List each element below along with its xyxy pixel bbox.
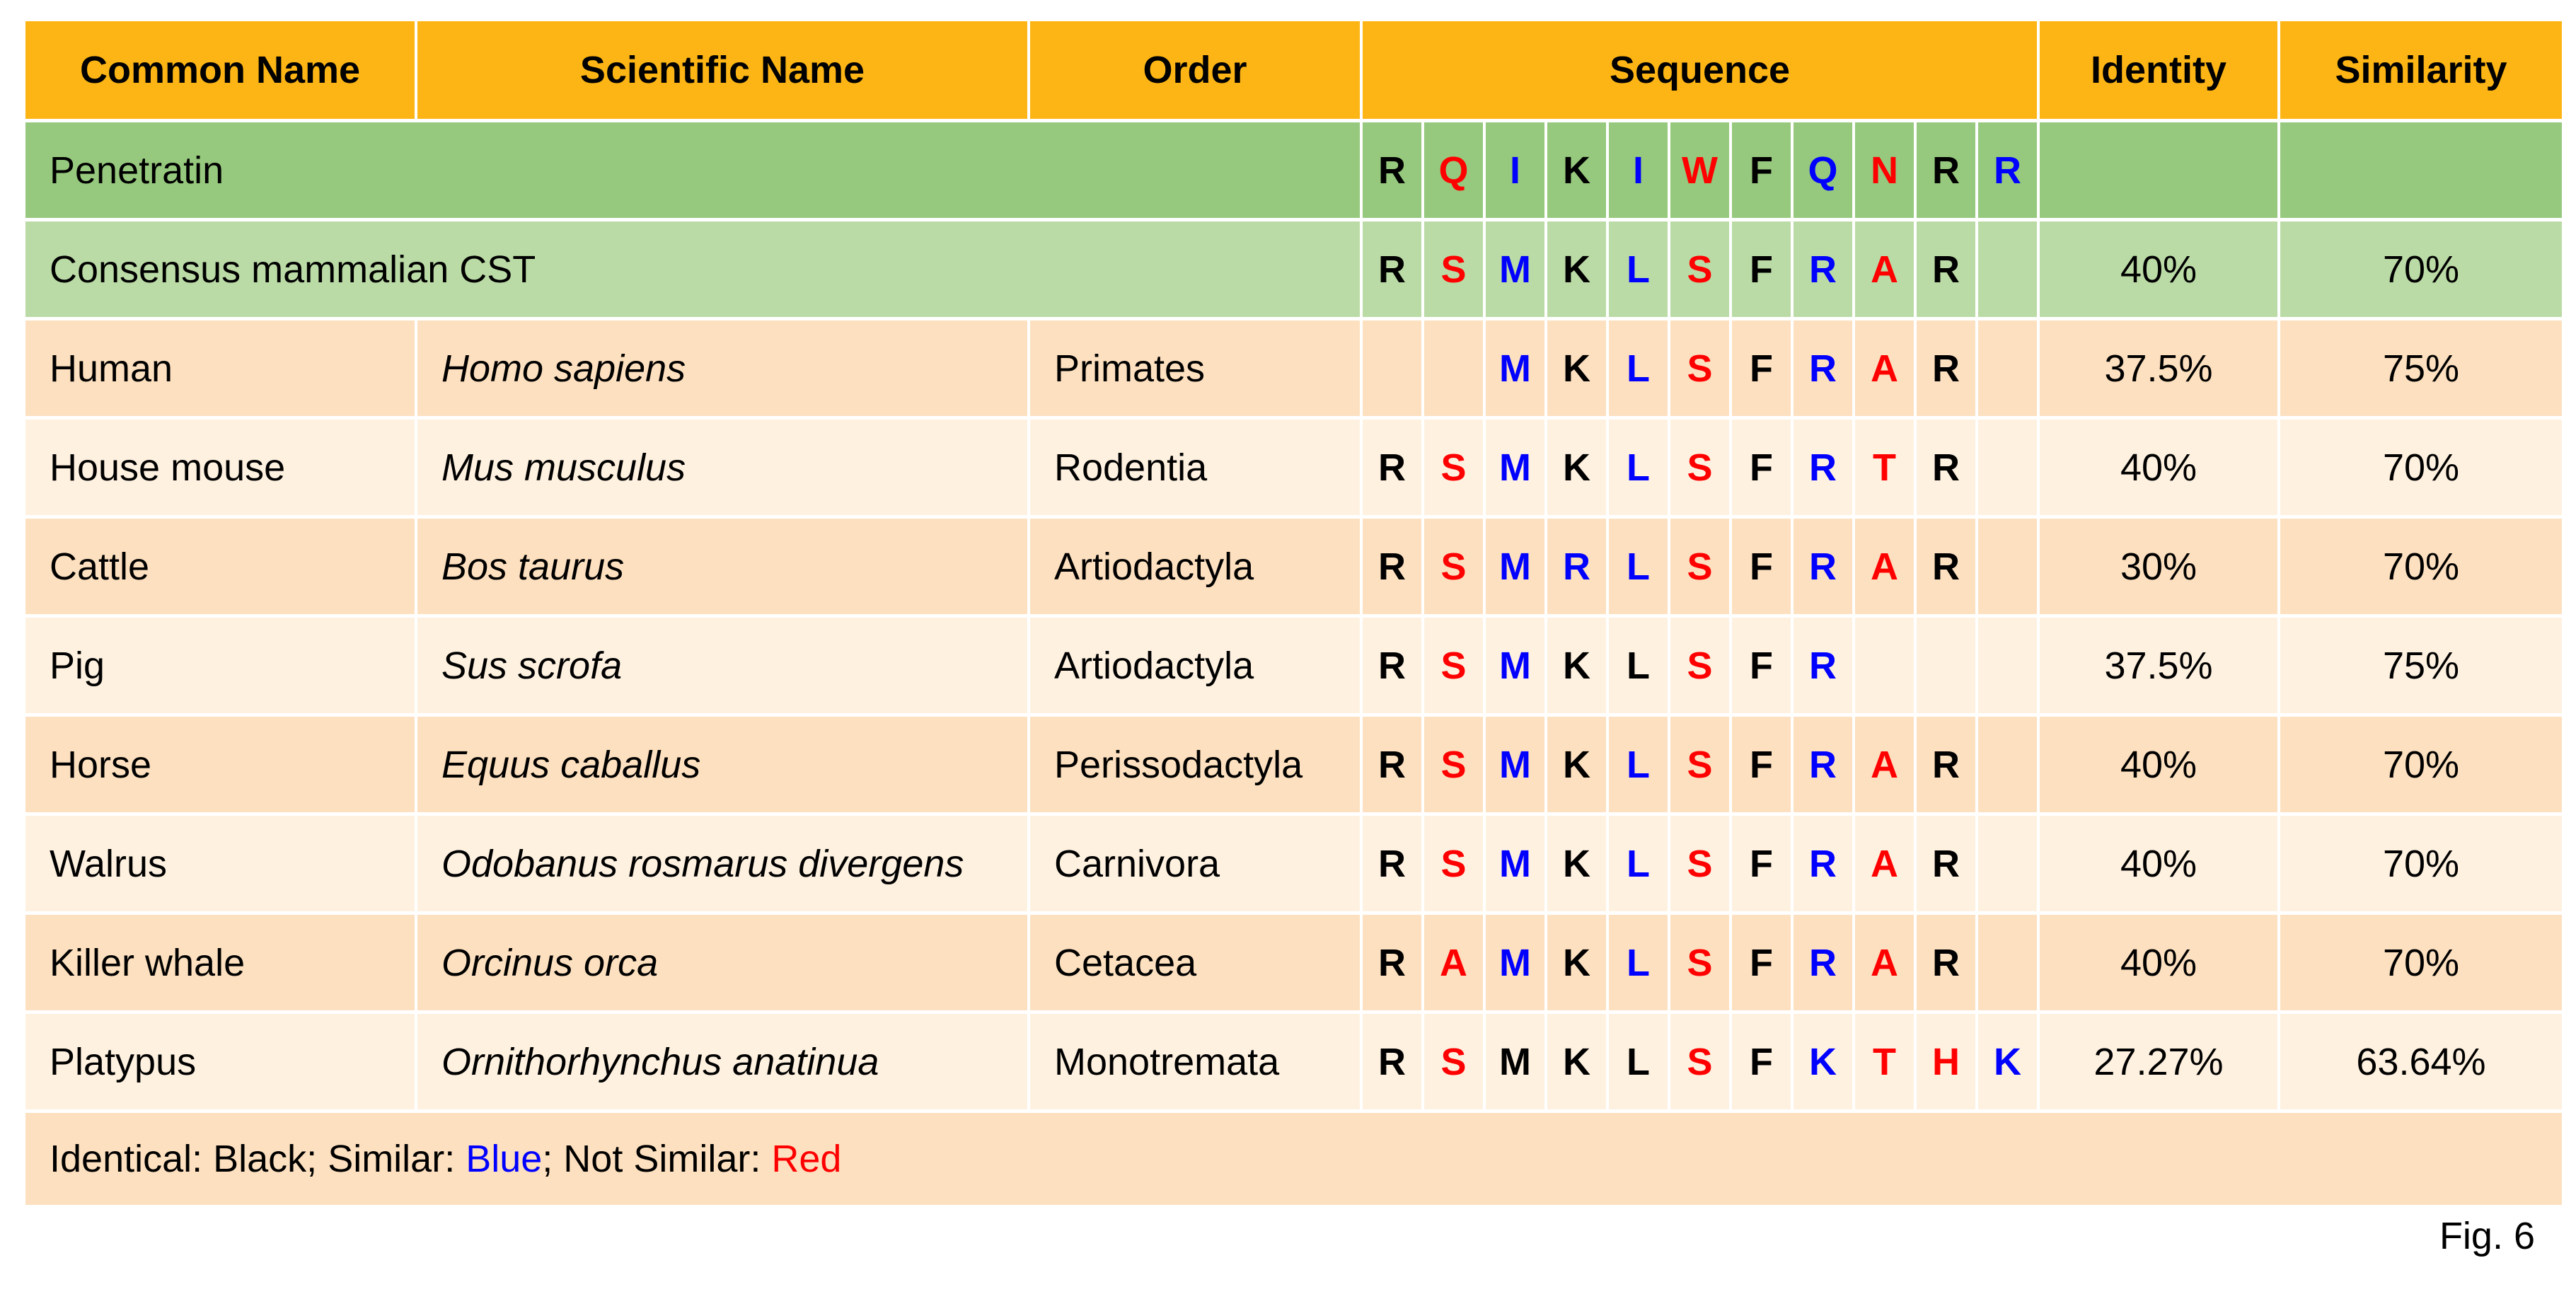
sequence-residue [1978,221,2037,317]
sequence-residue: K [1547,1014,1606,1109]
sequence-residue: L [1609,321,1668,416]
sequence-residue: R [1794,519,1852,614]
identity-cell: 40% [2040,915,2277,1010]
header-order: Order [1030,21,1360,119]
sequence-residue [1978,915,2037,1010]
sequence-residue: R [1917,915,1975,1010]
sequence-residue [1978,420,2037,515]
similarity-cell: 70% [2280,915,2562,1010]
identity-cell: 30% [2040,519,2277,614]
sequence-residue: S [1670,519,1729,614]
scientific-name-cell: Mus musculus [417,420,1027,515]
sequence-residue [1855,618,1914,713]
legend-text: ; Not Similar: [542,1138,772,1180]
sequence-residue: R [1363,618,1421,713]
sequence-residue: A [1855,915,1914,1010]
identity-cell: 40% [2040,816,2277,911]
order-cell: Primates [1030,321,1360,416]
common-name-cell: Cattle [25,519,415,614]
sequence-residue: L [1609,1014,1668,1109]
order-cell: Perissodactyla [1030,717,1360,812]
sequence-residue: R [1794,618,1852,713]
identity-cell: 37.5% [2040,618,2277,713]
common-name-cell: Human [25,321,415,416]
sequence-residue: R [1363,717,1421,812]
sequence-residue [1424,321,1483,416]
sequence-residue: R [1363,122,1421,218]
sequence-residue: F [1732,915,1791,1010]
sequence-residue: S [1670,816,1729,911]
sequence-residue: A [1855,717,1914,812]
row-label: Penetratin [25,122,1360,218]
sequence-residue: A [1855,816,1914,911]
sequence-residue: S [1424,618,1483,713]
sequence-residue: I [1609,122,1668,218]
sequence-residue: T [1855,1014,1914,1109]
sequence-residue: L [1609,816,1668,911]
sequence-residue: R [1794,420,1852,515]
similarity-cell: 70% [2280,420,2562,515]
sequence-residue: R [1978,122,2037,218]
figure-label: Fig. 6 [2439,1215,2535,1257]
similarity-cell: 70% [2280,816,2562,911]
sequence-residue: F [1732,519,1791,614]
common-name-cell: Platypus [25,1014,415,1109]
sequence-residue: F [1732,618,1791,713]
sequence-residue: R [1917,717,1975,812]
order-cell: Carnivora [1030,816,1360,911]
sequence-residue: L [1609,420,1668,515]
sequence-residue: M [1486,519,1544,614]
sequence-residue: R [1917,519,1975,614]
sequence-residue: F [1732,1014,1791,1109]
sequence-residue: R [1363,221,1421,317]
sequence-residue: S [1670,717,1729,812]
sequence-residue: K [1547,221,1606,317]
sequence-residue: A [1424,915,1483,1010]
identity-cell: 37.5% [2040,321,2277,416]
identity-cell: 27.27% [2040,1014,2277,1109]
sequence-residue: R [1794,717,1852,812]
sequence-residue [1978,717,2037,812]
scientific-name-cell: Bos taurus [417,519,1027,614]
sequence-residue: R [1547,519,1606,614]
sequence-residue: M [1486,915,1544,1010]
common-name-cell: Walrus [25,816,415,911]
order-cell: Artiodactyla [1030,519,1360,614]
sequence-residue: L [1609,519,1668,614]
sequence-residue: K [1547,321,1606,416]
sequence-residue [1978,618,2037,713]
common-name-cell: Killer whale [25,915,415,1010]
sequence-residue: L [1609,915,1668,1010]
sequence-residue: K [1547,122,1606,218]
legend-similar-word: Blue [466,1138,543,1180]
legend-row [25,1113,2562,1205]
sequence-residue: L [1609,717,1668,812]
sequence-residue: F [1732,717,1791,812]
sequence-residue: R [1917,321,1975,416]
header-scientific-name: Scientific Name [417,21,1027,119]
sequence-residue [1978,519,2037,614]
similarity-cell: 70% [2280,717,2562,812]
similarity-cell: 63.64% [2280,1014,2562,1109]
order-cell: Artiodactyla [1030,618,1360,713]
header-sequence: Sequence [1363,21,2037,119]
sequence-residue: M [1486,420,1544,515]
sequence-residue: F [1732,221,1791,317]
sequence-residue: M [1486,816,1544,911]
order-cell: Rodentia [1030,420,1360,515]
row-label: Consensus mammalian CST [25,221,1360,317]
common-name-cell: Pig [25,618,415,713]
sequence-residue: F [1732,816,1791,911]
header-identity: Identity [2040,21,2277,119]
sequence-residue: F [1732,321,1791,416]
similarity-cell: 75% [2280,321,2562,416]
sequence-residue: M [1486,618,1544,713]
sequence-residue: R [1794,816,1852,911]
sequence-residue: M [1486,717,1544,812]
similarity-cell: 75% [2280,618,2562,713]
sequence-residue: S [1670,618,1729,713]
sequence-residue: S [1670,321,1729,416]
sequence-residue: K [1547,717,1606,812]
identity-cell: 40% [2040,717,2277,812]
scientific-name-cell: Homo sapiens [417,321,1027,416]
sequence-residue: K [1547,816,1606,911]
common-name-cell: Horse [25,717,415,812]
sequence-residue: S [1670,221,1729,317]
sequence-residue: R [1917,816,1975,911]
sequence-residue: F [1732,420,1791,515]
sequence-residue: T [1855,420,1914,515]
sequence-residue: S [1424,221,1483,317]
sequence-residue: A [1855,519,1914,614]
sequence-residue: S [1670,1014,1729,1109]
sequence-residue: Q [1424,122,1483,218]
sequence-residue: L [1609,618,1668,713]
sequence-residue: A [1855,221,1914,317]
sequence-residue: R [1794,221,1852,317]
sequence-residue [1917,618,1975,713]
sequence-residue [1978,321,2037,416]
sequence-residue: K [1978,1014,2037,1109]
sequence-residue: R [1363,1014,1421,1109]
sequence-residue: R [1363,915,1421,1010]
identity-cell: 40% [2040,420,2277,515]
legend-text: Identical: Black; Similar: [50,1138,466,1180]
sequence-residue [1363,321,1421,416]
sequence-residue: R [1794,915,1852,1010]
sequence-residue: R [1917,420,1975,515]
sequence-residue: S [1424,717,1483,812]
sequence-residue: N [1855,122,1914,218]
sequence-residue: W [1670,122,1729,218]
sequence-residue: S [1424,420,1483,515]
header-common-name: Common Name [25,21,415,119]
sequence-alignment-table [25,21,2561,1205]
sequence-residue: S [1670,915,1729,1010]
sequence-residue: R [1363,420,1421,515]
sequence-residue: L [1609,221,1668,317]
scientific-name-cell: Odobanus rosmarus divergens [417,816,1027,911]
legend-not-similar-word: Red [771,1138,842,1180]
scientific-name-cell: Orcinus orca [417,915,1027,1010]
similarity-cell: 70% [2280,221,2562,317]
sequence-residue: S [1424,816,1483,911]
sequence-residue: S [1424,519,1483,614]
sequence-residue: K [1547,618,1606,713]
sequence-residue: R [1794,321,1852,416]
order-cell: Cetacea [1030,915,1360,1010]
header-similarity: Similarity [2280,21,2562,119]
identity-cell [2040,122,2277,218]
scientific-name-cell: Sus scrofa [417,618,1027,713]
sequence-residue: K [1547,915,1606,1010]
sequence-residue: R [1917,221,1975,317]
sequence-residue: R [1917,122,1975,218]
sequence-residue: M [1486,221,1544,317]
scientific-name-cell: Ornithorhynchus anatinua [417,1014,1027,1109]
sequence-residue: R [1363,816,1421,911]
sequence-residue: K [1547,420,1606,515]
sequence-residue: I [1486,122,1544,218]
sequence-residue: S [1424,1014,1483,1109]
sequence-residue: M [1486,321,1544,416]
sequence-residue: S [1670,420,1729,515]
similarity-cell [2280,122,2562,218]
sequence-residue: R [1363,519,1421,614]
sequence-residue: Q [1794,122,1852,218]
order-cell: Monotremata [1030,1014,1360,1109]
sequence-residue: H [1917,1014,1975,1109]
sequence-residue: F [1732,122,1791,218]
sequence-residue: A [1855,321,1914,416]
similarity-cell: 70% [2280,519,2562,614]
common-name-cell: House mouse [25,420,415,515]
identity-cell: 40% [2040,221,2277,317]
sequence-residue: K [1794,1014,1852,1109]
sequence-residue: M [1486,1014,1544,1109]
sequence-residue [1978,816,2037,911]
scientific-name-cell: Equus caballus [417,717,1027,812]
